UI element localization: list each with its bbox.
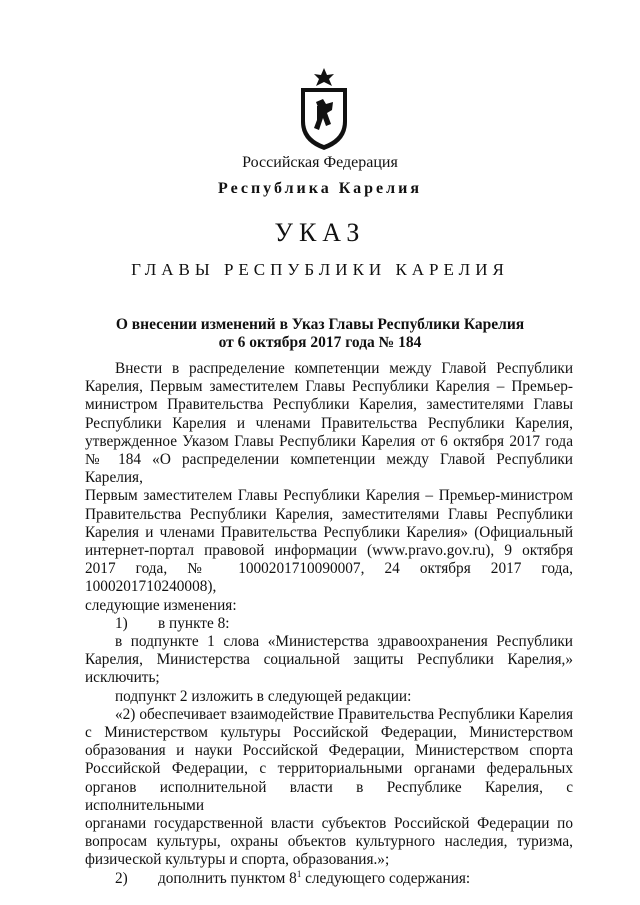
document-title — [0, 316, 640, 352]
item-text: дополнить пунктом $8^1$ следующего содержания: — [158, 868, 471, 887]
body-line: Внести в распределение компетенции между Главой Республики — [115, 360, 573, 377]
body-line: Республики Карелия и членами Правительства Республики Карелия, — [85, 414, 573, 432]
body-line: исключить; — [85, 669, 160, 687]
body-line: Первым заместителем Главы Республики Карелия – Премьер-министром — [85, 487, 573, 505]
republic-name: Республика Карелия — [218, 180, 422, 197]
body-line: Карелия, Первым заместителем Главы Республики Карелия – Премьер- — [85, 378, 573, 396]
item-text: в пункте 8: — [158, 614, 230, 632]
body-line: вопросам культуры, охраны объектов культурного наследия, туризма, — [85, 833, 573, 851]
body-line: следующие изменения: — [85, 596, 237, 614]
body-line: подпункт 2 изложить в следующей редакции: — [115, 687, 412, 705]
body-line: министром Правительства Республики Карелия, заместителями Главы — [85, 396, 573, 414]
body-line: органов исполнительной власти в Республике Карелия, с исполнительными — [85, 778, 573, 814]
body-line: органами государственной власти субъектов Российской Федерации по — [85, 815, 573, 833]
body-line: физической культуры и спорта, образования.»; — [85, 851, 390, 869]
coat-of-arms-emblem — [296, 66, 352, 152]
item-number: 2) — [115, 869, 128, 887]
body-line: образования и науки Российской Федерации, Министерством спорта — [85, 742, 573, 760]
title-line: О внесении изменений в Указ Главы Республики Карелия — [115, 316, 525, 333]
decree-heading: УКАЗ — [274, 218, 366, 247]
issuer-heading: ГЛАВЫ РЕСПУБЛИКИ КАРЕЛИЯ — [131, 260, 509, 279]
body-line: Правительства Республики Карелия, заместителями Главы Республики — [85, 505, 573, 523]
body-line: «2) обеспечивает взаимодействие Правительства Республики Карелия — [115, 705, 573, 723]
body-line: утвержденное Указом Главы Республики Карелия от 6 октября 2017 года — [85, 432, 573, 450]
body-line: Российской Федерации, с территориальными органами федеральных — [85, 760, 573, 778]
body-line: Карелия, Министерства социальной защиты Республики Карелия,» — [85, 651, 573, 669]
list-item-1 — [85, 615, 573, 633]
item-number: 1) — [115, 614, 128, 632]
body-line: № 184 «О распределении компетенции между Главой Республики Карелия, — [85, 451, 573, 487]
document-body — [85, 360, 573, 888]
body-line: Карелия и членами Правительства Республики Карелия» (Официальный — [85, 523, 573, 541]
superscript: 1 — [296, 868, 302, 879]
country-name: Российская Федерация — [242, 154, 398, 171]
list-item-2 — [85, 870, 573, 888]
body-line: с Министерством культуры Российской Федерации, Министерством — [85, 724, 573, 742]
body-line: в подпункте 1 слова «Министерства здравоохранения Республики — [115, 633, 573, 651]
body-line: интернет-портал правовой информации (www.pravo.gov.ru), 9 октября — [85, 542, 573, 560]
title-line: от 6 октября 2017 года № 184 — [218, 334, 422, 351]
body-line: 2017 года, № 1000201710090007, 24 октября 2017 года, 1000201710240008), — [85, 560, 573, 596]
